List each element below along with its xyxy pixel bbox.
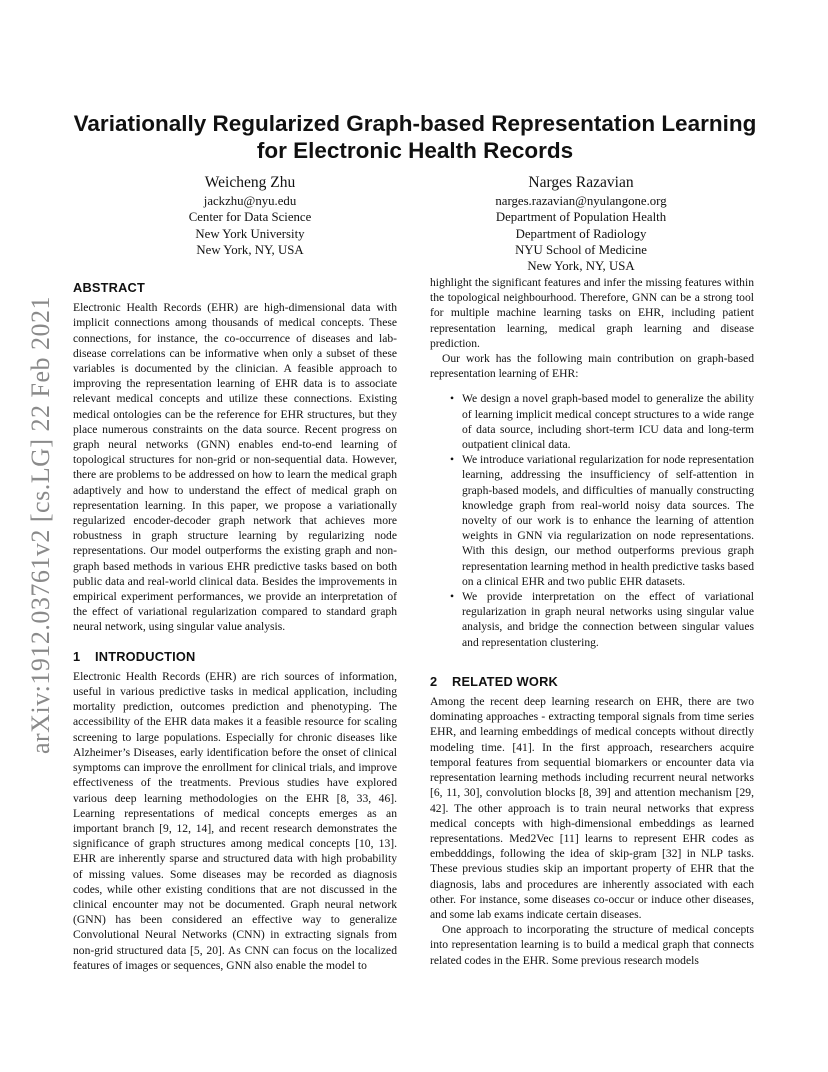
list-item: • We provide interpretation on the effect of variational regularization in graph neural networks using singular value analysis, and bridge the connection between singular values and representation clustering. — [462, 589, 754, 650]
author-affiliation: Department of Radiology — [515, 226, 647, 241]
abstract-text: Electronic Health Records (EHR) are high-dimensional data with implicit connections among thousands of medical concepts. These connections, for instance, the co-occurrence of diseases and lab-disease correlations can be informative when only a subset of these variables is documented by the clinician. A feasible approach to improving the representation learning of EHR data is to associate relevant medical concepts and utilize these connections. Existing medical ontologies can be the reference for EHR structures, but they place numerous constraints on the data source. Recent progress on graph neural networks (GNN) enables end-to-end learning of topological structures for non-grid or non-sequential data. However, there are problems to be addressed on how to learn the medical graph adaptively and how to understand the effect of medical graph on representation learning. In this paper, we propose a variationally regularized encoder-decoder graph network that achieves more robustness in graph structure learning by regularizing node representations. Our model outperforms the existing graph and non-graph based methods in various EHR predictive tasks based on both public data and real-world clinical data. Besides the improvements in empirical experiment performances, we provide an interpretation of the effect of variational regularization compared to standard graph neural network, using singular value analysis. — [73, 301, 397, 634]
section-number: 1 — [73, 648, 81, 664]
section-number: 2 — [430, 673, 438, 689]
section-heading-introduction — [73, 649, 397, 664]
section-title: RELATED WORK — [452, 673, 558, 689]
paper-title: Variationally Regularized Graph-based Representation Learning for Electronic Health Records — [73, 111, 757, 163]
related-paragraph: One approach to incorporating the structure of medical concepts into representation learning is to build a medical graph that connects related codes in the EHR. Some previous research models — [430, 923, 754, 967]
author-affiliation: Department of Population Health — [495, 210, 667, 225]
section-title: INTRODUCTION — [95, 648, 196, 664]
arxiv-identifier — [22, 290, 60, 760]
contribution-list — [430, 391, 754, 649]
author-affiliation: New York University — [195, 226, 305, 241]
intro-paragraph-continued: highlight the significant features and infer the missing features within the topological neighbourhood. Therefore, GNN can be a strong tool for multiple machine learning tasks on EHR, including patient representation learning, medical graph learning and disease prediction. — [430, 276, 754, 350]
author-affiliation: New York, NY, USA — [196, 242, 304, 257]
author-name: Weicheng Zhu — [204, 174, 296, 191]
author-block — [450, 173, 712, 274]
list-item: • We design a novel graph-based model to generalize the ability of learning implicit medical concept structures to a wide range of data source, including short-term ICU data and long-term outpatient clinical data. — [462, 391, 754, 452]
author-email[interactable]: jackzhu@nyu.edu — [203, 194, 297, 208]
author-affiliation: Center for Data Science — [188, 210, 312, 225]
right-column — [430, 275, 754, 968]
list-item: • We introduce variational regularization for node representation learning, addressing the insufficiency of self-attention in graph-based models, and difficulties of manually constructing knowledge graph from real-world noisy data sources. The novelty of our work is to enhance the learning of attention weights in GNN via regularization on node representations. With this design, our method outperforms previous graph representation learning method in health predictive tasks based on a clinical EHR and two public EHR datasets. — [462, 452, 754, 589]
arxiv-identifier-text: arXiv:1912.03761v2 [cs.LG] 22 Feb 2021 — [26, 295, 55, 755]
related-paragraph: Among the recent deep learning research on EHR, there are two dominating approaches - extracting temporal signals from time series EHR, and learning embeddings of medical concepts without directly modeling time. [41]. In the first approach, researchers acquire temporal features from sequential biomarkers or encounter data via representation learning methods including recurrent neural networks [6, 11, 30], convolution blocks [8, 39] and attention mechanism [29, 42]. The other approach is to train neural networks that express medical concepts with high-dimensional embeddings as learned representations. Med2Vec [11] learns to represent EHR codes as embedddings, following the idea of skip-gram [32] in NLP tasks. These previous studies skip an important property of EHR that the diagnosis, labs and procedures are inherently associated with each other. For instance, some diseases co-occur or induce other diseases, and some lab exams indicate certain diseases. — [430, 695, 754, 921]
author-name: Narges Razavian — [528, 174, 634, 191]
section-heading-related-work — [430, 674, 754, 689]
author-affiliation: NYU School of Medicine — [515, 242, 647, 257]
intro-paragraph: Our work has the following main contribution on graph-based representation learning of EHR: — [430, 352, 754, 381]
left-column — [73, 280, 397, 973]
intro-paragraph: Electronic Health Records (EHR) are rich sources of information, useful in various predictive tasks in medical application, including mortality prediction, outcomes prediction and phenotyping. The accessibility of the EHR data makes it a feasible resource for scaling screening to large populations. Especially for chronic diseases like Alzheimer’s Diseases, early identification before the onset of clinical symptoms can improve the enrollment for clinical trials, and improve effectiveness of the treatments. Previous studies have explored various deep learning methodologies on the EHR [8, 33, 46]. Learning representations of medical concepts emerges as an important branch [9, 12, 14], and recent research demonstrates the significance of graph structures among medical concepts [10, 13]. EHR are inherently sparse and structured data with high probability of missing values. Some diseases may be recorded as diagnosis codes, while other existing conditions that are not discussed in the clinical encounter may not be documented. Graph neural network (GNN) has been considered an effective way to generalize Convolutional Neural Networks (CNN) in extracting signals from non-grid structured data [5, 20]. As CNN can focus on the localized features of images or sequences, GNN also enable the model to — [73, 669, 397, 972]
author-block — [130, 173, 370, 258]
abstract-heading: ABSTRACT — [73, 280, 145, 295]
author-email[interactable]: narges.razavian@nyulangone.org — [495, 194, 667, 208]
author-affiliation: New York, NY, USA — [527, 259, 635, 274]
